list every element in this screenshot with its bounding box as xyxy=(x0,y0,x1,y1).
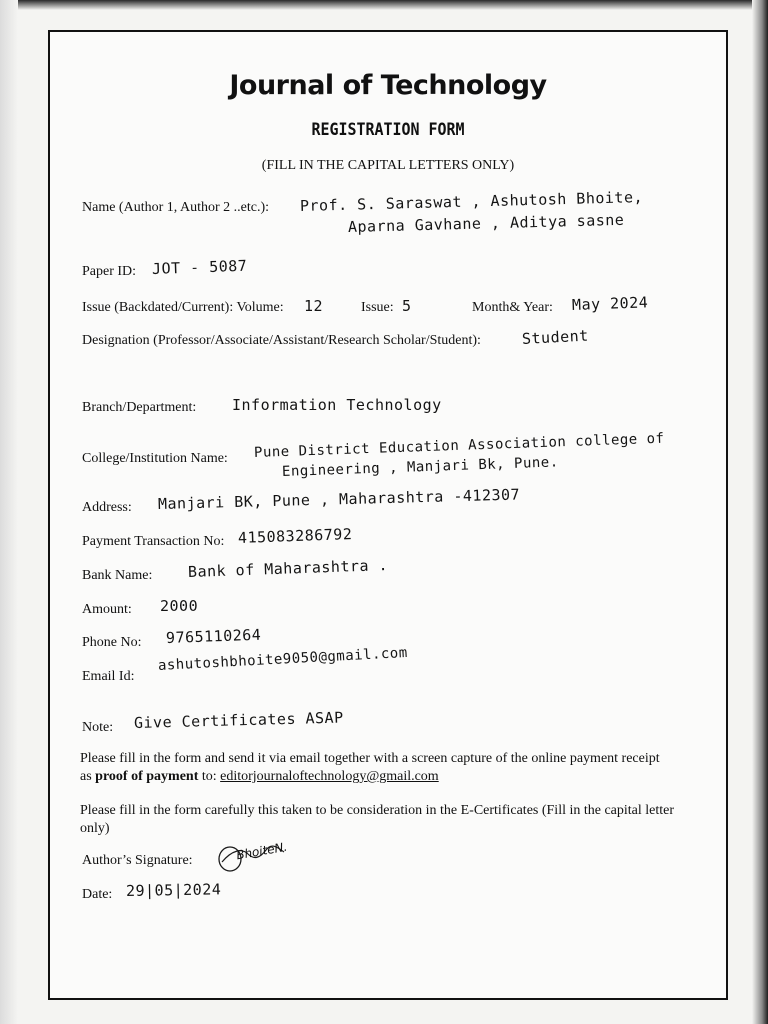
paper-id-value[interactable]: JOT - 5087 xyxy=(151,256,248,278)
volume-value[interactable]: 12 xyxy=(304,297,324,315)
volume-label: Issue (Backdated/Current): Volume: xyxy=(82,300,284,315)
scan-edge-right xyxy=(752,0,768,1024)
fill-instruction: (FILL IN THE CAPITAL LETTERS ONLY) xyxy=(261,158,515,173)
address-label: Address: xyxy=(82,500,132,515)
name-label: Name (Author 1, Author 2 ..etc.): xyxy=(82,200,270,215)
amount-value[interactable]: 2000 xyxy=(160,597,199,615)
issue-value[interactable]: 5 xyxy=(402,297,412,315)
form-title: REGISTRATION FORM xyxy=(311,120,465,140)
date-label: Date: xyxy=(82,887,113,902)
transaction-label: Payment Transaction No: xyxy=(82,534,225,549)
form-frame xyxy=(48,30,728,1000)
designation-value[interactable]: Student xyxy=(521,326,590,348)
editor-email-link[interactable]: editorjournaloftechnology@gmail.com xyxy=(220,769,439,784)
author-signature[interactable] xyxy=(214,840,296,874)
issue-label: Issue: xyxy=(361,300,394,315)
note-value[interactable]: Give Certificates ASAP xyxy=(133,708,344,732)
college-value-line2[interactable]: Engineering , Manjari Bk, Pune. xyxy=(281,454,559,480)
signature-label: Author’s Signature: xyxy=(82,853,193,868)
paper-id-label: Paper ID: xyxy=(82,264,137,279)
amount-label: Amount: xyxy=(82,602,132,617)
address-value[interactable]: Manjari BK, Pune , Maharashtra -412307 xyxy=(157,485,521,513)
month-year-value[interactable]: May 2024 xyxy=(571,293,649,314)
college-label: College/Institution Name: xyxy=(82,451,228,466)
name-value-line1[interactable]: Prof. S. Saraswat , Ashutosh Bhoite, xyxy=(299,188,644,215)
transaction-value[interactable]: 415083286792 xyxy=(237,525,353,547)
branch-value[interactable]: Information Technology xyxy=(232,396,442,414)
email-instructions-middle: to: xyxy=(198,769,221,784)
journal-title: Journal of Technology xyxy=(229,70,547,101)
bank-value[interactable]: Bank of Maharashtra . xyxy=(187,556,389,581)
certificate-instructions-paragraph: Please fill in the form carefully this taken to be consideration in the E-Certificates (Fill in the capital letter only) xyxy=(80,803,675,836)
proof-of-payment-bold: proof of payment xyxy=(95,769,199,784)
scan-shadow-top xyxy=(0,0,768,10)
email-value[interactable]: ashutoshbhoite9050@gmail.com xyxy=(157,644,409,674)
name-value-line2[interactable]: Aparna Gavhane , Aditya sasne xyxy=(347,210,625,236)
college-value-line1[interactable]: Pune District Education Association college of xyxy=(253,430,665,461)
branch-label: Branch/Department: xyxy=(82,400,197,415)
note-label: Note: xyxy=(82,720,114,735)
bank-label: Bank Name: xyxy=(82,568,153,583)
email-instructions-paragraph xyxy=(80,750,700,786)
designation-label: Designation (Professor/Associate/Assistant/Research Scholar/Student): xyxy=(82,333,481,348)
email-instructions-prefix: as xyxy=(80,769,96,784)
signature-text: BhoiteN. xyxy=(235,839,289,863)
month-year-label: Month& Year: xyxy=(472,300,553,315)
phone-label: Phone No: xyxy=(82,635,142,650)
email-instructions-line1: Please fill in the form and send it via email together with a screen capture of the online payment receipt xyxy=(80,751,660,766)
phone-value[interactable]: 9765110264 xyxy=(165,625,262,647)
email-label: Email Id: xyxy=(82,669,135,684)
scan-edge-left xyxy=(0,0,18,1024)
date-value[interactable]: 29|05|2024 xyxy=(125,880,222,900)
